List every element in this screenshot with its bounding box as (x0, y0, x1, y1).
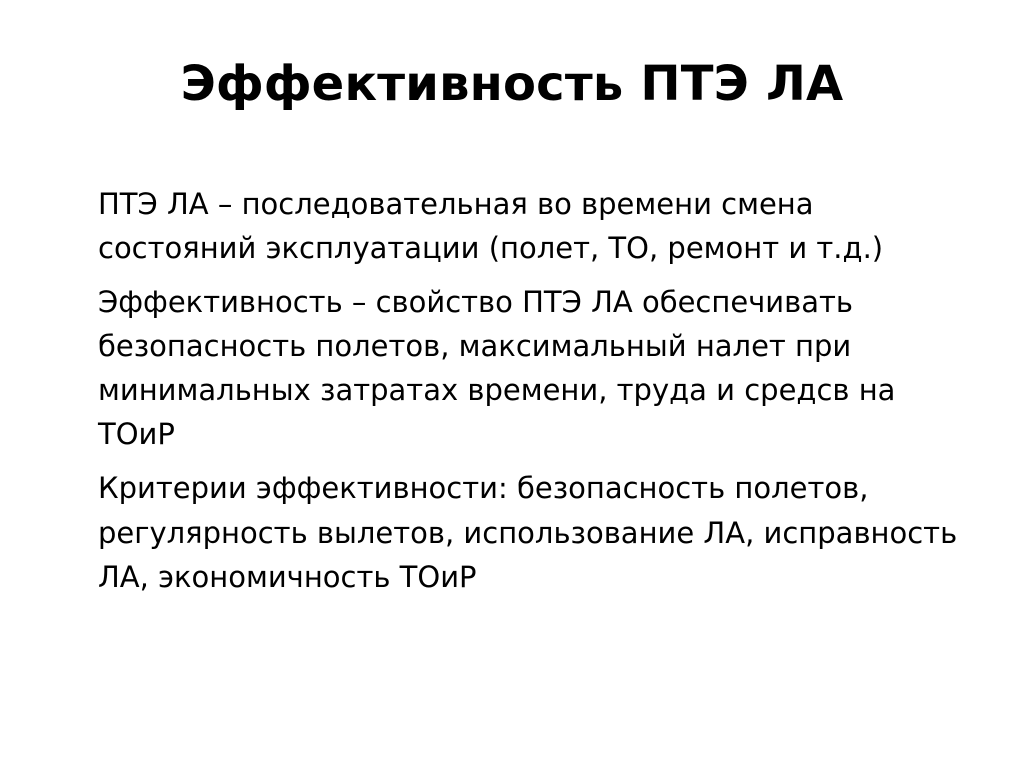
page-title: Эффективность ПТЭ ЛА (180, 56, 844, 112)
body-paragraph: Критерии эффективности: безопасность полетов, регулярность вылетов, использование ЛА, исправность ЛА, экономичность ТОиР (98, 471, 958, 594)
body-paragraph: Эффективность – свойство ПТЭ ЛА обеспечивать безопасность полетов, максимальный налет при минимальных затратах времени, труда и средсв на ТОиР (98, 285, 896, 452)
slide-body (60, 182, 980, 603)
body-paragraph: ПТЭ ЛА – последовательная во времени смена состояний эксплуатации (полет, ТО, ремонт и т.д.) (98, 187, 884, 266)
